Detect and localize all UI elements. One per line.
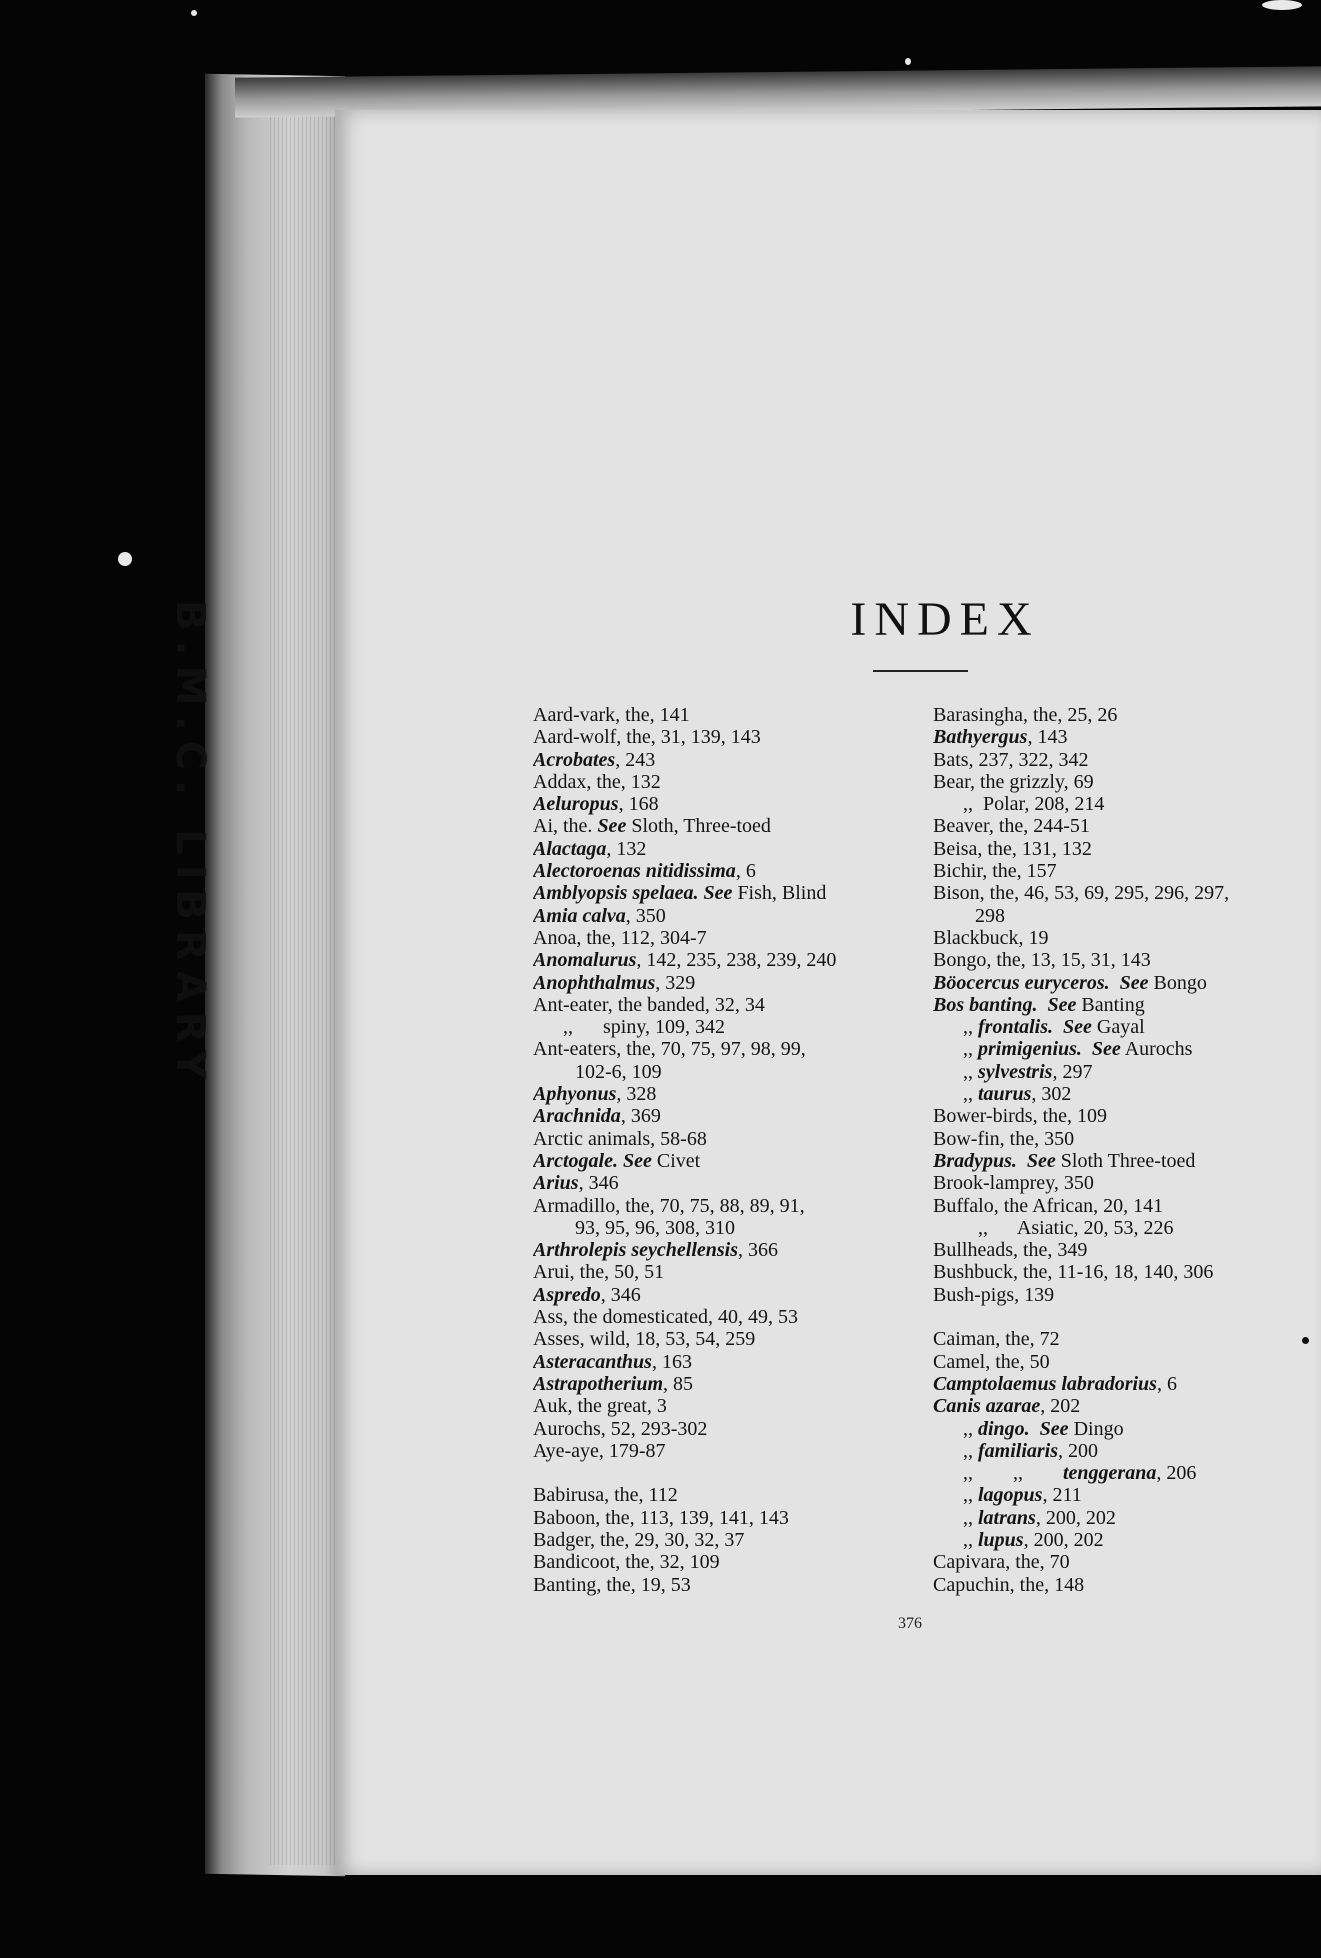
index-entry	[933, 994, 1321, 1016]
entry-text: Beaver, the, 244-51	[933, 815, 1090, 838]
title-rule	[873, 670, 968, 672]
index-entry	[533, 1083, 933, 1105]
entry-text: 93, 95, 96, 308, 310	[575, 1216, 735, 1239]
index-entry	[933, 1351, 1321, 1373]
italic-term: Arthrolepis seychellensis	[533, 1239, 739, 1262]
index-entry	[933, 1395, 1321, 1417]
entry-text: Bison, the, 46, 53, 69, 295, 296, 297,	[933, 882, 1230, 905]
index-entry	[533, 1440, 933, 1462]
index-entry	[933, 771, 1321, 793]
italic-term: Amblyopsis spelaea. See	[533, 882, 733, 905]
page-edges	[270, 95, 345, 1865]
entry-text: Bongo	[1148, 971, 1207, 994]
page-title: INDEX	[850, 593, 1040, 646]
index-entry	[933, 815, 1321, 837]
index-entry	[533, 749, 933, 771]
index-entry	[533, 927, 933, 949]
index-entry	[933, 882, 1321, 904]
entry-text: , 350	[625, 904, 666, 927]
entry-text: ,,	[963, 1506, 978, 1529]
index-subentry	[933, 1038, 1321, 1060]
index-subentry	[933, 1462, 1321, 1484]
entry-text: Bushbuck, the, 11-16, 18, 140, 306	[933, 1261, 1214, 1284]
index-entry	[533, 704, 933, 726]
italic-term: Aeluropus	[533, 793, 619, 816]
entry-text: ,,	[963, 1484, 978, 1507]
entry-text: ,,	[963, 1038, 978, 1061]
italic-term: Asteracanthus	[533, 1350, 652, 1373]
index-entry	[933, 1261, 1321, 1283]
index-entry	[533, 726, 933, 748]
entry-text: Babirusa, the, 112	[533, 1484, 678, 1507]
entry-text: , 200, 202	[1023, 1528, 1104, 1551]
index-entry	[533, 905, 933, 927]
entry-text: , 200	[1058, 1439, 1099, 1462]
entry-text: , 366	[738, 1239, 779, 1262]
index-subentry	[933, 1418, 1321, 1440]
entry-text: Arui, the, 50, 51	[533, 1261, 665, 1284]
index-entry	[933, 1551, 1321, 1573]
entry-text: , 206	[1156, 1462, 1197, 1485]
entry-text: , 346	[600, 1283, 641, 1306]
dust-speck	[118, 552, 132, 566]
entry-text: Baboon, the, 113, 139, 141, 143	[533, 1506, 789, 1529]
entry-text: Ant-eaters, the, 70, 75, 97, 98, 99,	[533, 1038, 806, 1061]
index-entry	[533, 1239, 933, 1261]
index-entry	[533, 1484, 933, 1506]
index-entry	[533, 1038, 933, 1060]
index-entry	[933, 1172, 1321, 1194]
index-entry	[933, 726, 1321, 748]
italic-term: Alactaga	[533, 837, 607, 860]
entry-text: , 329	[655, 971, 696, 994]
entry-text: ,, spiny, 109, 342	[563, 1016, 726, 1039]
entry-text: , 200, 202	[1035, 1506, 1116, 1529]
index-subentry	[933, 793, 1321, 815]
entry-text: Arctic animals, 58-68	[533, 1127, 707, 1150]
index-entry	[533, 838, 933, 860]
entry-text: , 346	[578, 1172, 619, 1195]
index-entry	[533, 1529, 933, 1551]
entry-text: Aard-vark, the, 141	[533, 704, 690, 726]
entry-text: , 297	[1052, 1060, 1093, 1083]
entry-text: Bear, the grizzly, 69	[933, 770, 1094, 793]
entry-text: Buffalo, the African, 20, 141	[933, 1194, 1164, 1217]
index-entry	[533, 1172, 933, 1194]
entry-text: , 369	[620, 1105, 661, 1128]
entry-text: Fish, Blind	[732, 882, 827, 905]
entry-text: Sloth Three-toed	[1055, 1149, 1196, 1172]
italic-term: Anomalurus	[533, 949, 637, 972]
dust-speck	[1262, 0, 1302, 10]
italic-term: lupus	[978, 1528, 1024, 1551]
entry-text: Ant-eater, the banded, 32, 34	[533, 993, 765, 1016]
entry-text: ,,	[963, 1060, 978, 1083]
index-entry	[533, 1195, 933, 1217]
index-subentry	[933, 1061, 1321, 1083]
index-entry-continuation	[533, 1061, 933, 1083]
entry-text: , 211	[1042, 1484, 1082, 1507]
entry-text: Civet	[651, 1149, 701, 1172]
index-entry	[533, 1373, 933, 1395]
index-entry	[933, 1150, 1321, 1172]
entry-text: Bandicoot, the, 32, 109	[533, 1551, 720, 1574]
entry-text: Ai, the.	[533, 815, 598, 838]
entry-text: ,, Polar, 208, 214	[963, 793, 1105, 816]
entry-text: ,,	[963, 1417, 978, 1440]
italic-term: Acrobates	[533, 748, 616, 771]
index-entry	[533, 1507, 933, 1529]
entry-text: ,,	[963, 1083, 978, 1106]
entry-text: Banting, the, 19, 53	[533, 1573, 691, 1596]
index-subentry	[933, 1440, 1321, 1462]
italic-term: Arctogale. See	[533, 1149, 652, 1172]
italic-term: familiaris	[978, 1439, 1059, 1462]
index-entry-continuation	[533, 1217, 933, 1239]
entry-text: , 243	[615, 748, 656, 771]
italic-term: lagopus	[978, 1484, 1043, 1507]
index-entry	[533, 860, 933, 882]
page-number: 376	[898, 1615, 922, 1632]
entry-text: Addax, the, 132	[533, 770, 661, 793]
index-entry	[533, 1261, 933, 1283]
entry-text: ,, ,,	[963, 1462, 1063, 1485]
entry-text: , 85	[663, 1372, 694, 1395]
entry-text: Aye-aye, 179-87	[533, 1439, 666, 1462]
library-stamp: B.M.C. LIBRARY	[167, 600, 213, 1090]
italic-term: Alectoroenas nitidissima	[533, 860, 736, 883]
entry-text: , 163	[651, 1350, 692, 1373]
index-entry	[533, 771, 933, 793]
index-subentry	[533, 1016, 933, 1038]
entry-text: Bats, 237, 322, 342	[933, 748, 1089, 771]
italic-term: Aspredo	[533, 1283, 601, 1306]
entry-text: , 6	[735, 860, 756, 883]
entry-text: Aard-wolf, the, 31, 139, 143	[533, 726, 761, 749]
entry-text: Bower-birds, the, 109	[933, 1105, 1108, 1128]
index-entry	[533, 1551, 933, 1573]
index-entry	[933, 860, 1321, 882]
index-subentry	[933, 1529, 1321, 1551]
entry-text: Bongo, the, 13, 15, 31, 143	[933, 949, 1151, 972]
index-entry	[933, 1373, 1321, 1395]
entry-text: ,,	[963, 1528, 978, 1551]
entry-text: , 143	[1027, 726, 1068, 749]
entry-text: , 142, 235, 238, 239, 240	[636, 949, 837, 972]
entry-text: 102-6, 109	[575, 1060, 662, 1083]
entry-text: Camel, the, 50	[933, 1350, 1050, 1373]
index-entry	[933, 1284, 1321, 1306]
entry-text: Bow-fin, the, 350	[933, 1127, 1075, 1150]
index-entry-continuation	[933, 905, 1321, 927]
entry-text: Badger, the, 29, 30, 32, 37	[533, 1528, 745, 1551]
entry-text: Anoa, the, 112, 304-7	[533, 926, 707, 949]
ink-speck	[1302, 1337, 1309, 1344]
index-subentry	[933, 1083, 1321, 1105]
italic-term: Canis azarae	[933, 1395, 1041, 1418]
index-entry	[933, 1128, 1321, 1150]
entry-text: Gayal	[1091, 1016, 1145, 1039]
index-entry	[933, 1328, 1321, 1350]
entry-text: , 302	[1031, 1083, 1072, 1106]
italic-term: Böocercus euryceros. See	[933, 971, 1149, 994]
letter-group-gap	[933, 1306, 1321, 1328]
letter-group-gap	[533, 1462, 933, 1484]
index-entry	[933, 1574, 1321, 1596]
italic-term: latrans	[978, 1506, 1036, 1529]
italic-term: tenggerana	[1063, 1462, 1157, 1485]
italic-term: Camptolaemus labradorius	[933, 1372, 1157, 1395]
index-subentry	[933, 1217, 1321, 1239]
entry-text: Sloth, Three-toed	[626, 815, 771, 838]
entry-text: Blackbuck, 19	[933, 926, 1049, 949]
index-entry	[933, 1105, 1321, 1127]
italic-term: Amia calva	[533, 904, 626, 927]
entry-text: Bullheads, the, 349	[933, 1239, 1088, 1262]
index-entry	[533, 972, 933, 994]
index-entry	[933, 972, 1321, 994]
entry-text: Caiman, the, 72	[933, 1328, 1060, 1351]
index-entry	[933, 749, 1321, 771]
entry-text: ,,	[963, 1016, 978, 1039]
index-entry	[533, 1395, 933, 1417]
index-column-left	[533, 704, 933, 1596]
index-entry	[533, 994, 933, 1016]
index-entry	[533, 1418, 933, 1440]
entry-text: Auk, the great, 3	[533, 1395, 667, 1418]
entry-text: Dingo	[1068, 1417, 1124, 1440]
italic-term: Arachnida	[533, 1105, 621, 1128]
entry-text: Aurochs, 52, 293-302	[533, 1417, 708, 1440]
entry-text: ,,	[963, 1439, 978, 1462]
entry-text: Capuchin, the, 148	[933, 1573, 1085, 1596]
index-entry	[533, 793, 933, 815]
index-entry	[533, 1306, 933, 1328]
index-entry	[533, 1284, 933, 1306]
entry-text: Aurochs	[1120, 1038, 1193, 1061]
index-column-right	[933, 704, 1321, 1596]
entry-text: Brook-lamprey, 350	[933, 1172, 1094, 1195]
index-subentry	[933, 1507, 1321, 1529]
index-entry	[933, 704, 1321, 726]
entry-text: Ass, the domesticated, 40, 49, 53	[533, 1306, 798, 1329]
italic-term: frontalis. See	[978, 1016, 1092, 1039]
index-subentry	[933, 1016, 1321, 1038]
index-entry	[533, 1128, 933, 1150]
index-subentry	[933, 1484, 1321, 1506]
entry-text: , 202	[1040, 1395, 1081, 1418]
dust-speck	[905, 58, 911, 65]
index-entry	[533, 1105, 933, 1127]
entry-text: Beisa, the, 131, 132	[933, 837, 1092, 860]
italic-term: sylvestris	[978, 1060, 1053, 1083]
italic-term: Bos banting. See	[933, 993, 1077, 1016]
italic-term: Aphyonus	[533, 1083, 617, 1106]
entry-text: , 328	[616, 1083, 657, 1106]
italic-term: See	[597, 815, 627, 838]
entry-text: Banting	[1076, 993, 1145, 1016]
index-entry	[933, 1195, 1321, 1217]
index-entry	[933, 927, 1321, 949]
entry-text: , 132	[606, 837, 647, 860]
italic-term: dingo. See	[978, 1417, 1069, 1440]
italic-term: Bradypus. See	[933, 1149, 1056, 1172]
italic-term: Bathyergus	[933, 726, 1028, 749]
entry-text: , 6	[1156, 1372, 1177, 1395]
index-entry	[533, 1574, 933, 1596]
index-entry	[533, 882, 933, 904]
dust-speck	[191, 10, 197, 16]
italic-term: Arius	[533, 1172, 579, 1195]
index-entry	[933, 838, 1321, 860]
index-entry	[533, 815, 933, 837]
entry-text: Barasingha, the, 25, 26	[933, 704, 1118, 726]
index-entry	[533, 949, 933, 971]
index-entry	[533, 1150, 933, 1172]
entry-text: Capivara, the, 70	[933, 1551, 1070, 1574]
index-entry	[533, 1328, 933, 1350]
index-entry	[933, 949, 1321, 971]
entry-text: Asses, wild, 18, 53, 54, 259	[533, 1328, 756, 1351]
italic-term: primigenius. See	[978, 1038, 1121, 1061]
entry-text: Bichir, the, 157	[933, 860, 1057, 883]
italic-term: Astrapotherium	[533, 1372, 664, 1395]
entry-text: ,, Asiatic, 20, 53, 226	[963, 1216, 1174, 1239]
entry-text: 298	[975, 904, 1005, 927]
index-entry	[533, 1351, 933, 1373]
entry-text: , 168	[618, 793, 659, 816]
entry-text: Armadillo, the, 70, 75, 88, 89, 91,	[533, 1194, 805, 1217]
entry-text: Bush-pigs, 139	[933, 1283, 1055, 1306]
italic-term: taurus	[978, 1083, 1032, 1106]
italic-term: Anophthalmus	[533, 971, 656, 994]
index-entry	[933, 1239, 1321, 1261]
